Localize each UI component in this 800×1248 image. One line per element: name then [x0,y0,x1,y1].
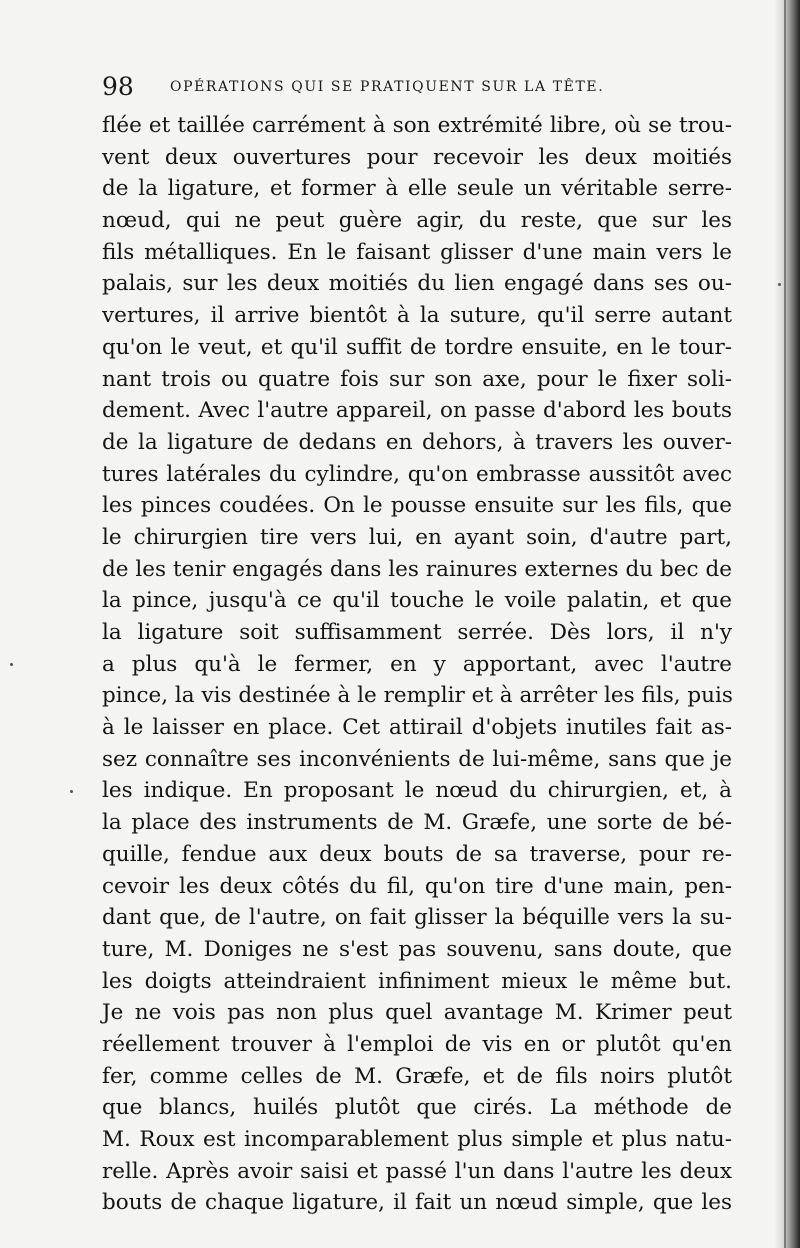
text-line: le chirurgien tire vers lui, en ayant soin, d'autre part, [102,524,732,550]
running-head: OPÉRATIONS QUI SE PRATIQUENT SUR LA TÊTE. [170,79,605,95]
text-line: flée et taillée carrément à son extrémité libre, où se trou- [102,113,732,138]
text-line: tures latérales du cylindre, qu'on embrasse aussitôt avec [102,461,732,487]
text-line: nœud, qui ne peut guère agir, du reste, que sur les [102,208,732,234]
paper-speck [10,663,13,666]
binding-edge-shadow [774,0,800,1248]
page-header [102,72,682,102]
text-line: pince, la vis destinée à le remplir et à arrêter les fils, puis [102,683,733,709]
text-line: de la ligature de dedans en dehors, à travers les ouver- [102,429,732,455]
text-line: les indique. En proposant le nœud du chirurgien, et, à [102,778,732,804]
text-line: palais, sur les deux moitiés du lien engagé dans ses ou- [102,271,732,297]
text-line: nant trois ou quatre fois sur son axe, pour le fixer soli- [102,366,732,392]
text-line: que blancs, huilés plutôt que cirés. La méthode de [102,1095,732,1121]
text-line: bouts de chaque ligature, il fait un nœud simple, que les [102,1190,732,1216]
text-line: sez connaître ses inconvénients de lui-même, sans que je [102,746,732,772]
paper-speck [778,283,781,286]
text-line: à le laisser en place. Cet attirail d'objets inutiles fait as- [102,715,732,741]
text-line: de les tenir engagés dans les rainures externes du bec de [102,556,732,582]
text-line: ture, M. Doniges ne s'est pas souvenu, sans doute, que [102,936,732,962]
text-line: a plus qu'à le fermer, en y apportant, avec l'autre [102,651,732,677]
text-line: dant que, de l'autre, on fait glisser la béquille vers la su- [102,905,732,931]
text-line: fer, comme celles de M. Græfe, et de fils noirs plutôt [102,1063,732,1089]
text-line: la pince, jusqu'à ce qu'il touche le voile palatin, et que [102,588,732,614]
text-line: M. Roux est incomparablement plus simple et plus natu- [102,1127,732,1152]
text-line: de la ligature, et former à elle seule un véritable serre- [102,176,732,202]
text-line: quille, fendue aux deux bouts de sa traverse, pour re- [102,841,732,867]
text-line: relle. Après avoir saisi et passé l'un dans l'autre les deux [102,1158,732,1184]
text-line: les pinces coudées. On le pousse ensuite sur les fils, que [102,493,732,519]
page-number: 98 [102,72,134,101]
paper-speck [70,790,73,793]
text-line: réellement trouver à l'emploi de vis en or plutôt qu'en [102,1031,732,1057]
text-line: fils métalliques. En le faisant glisser d'une main vers le [102,239,732,265]
binding-edge-line [784,0,786,1248]
text-line: Je ne vois pas non plus quel avantage M. Krimer peut [102,1000,732,1026]
body-text [102,110,732,1219]
text-line: qu'on le veut, et qu'il suffit de tordre ensuite, en le tour- [102,334,732,360]
text-line: vent deux ouvertures pour recevoir les deux moitiés [102,144,732,170]
text-line: la place des instruments de M. Græfe, une sorte de bé- [102,810,732,836]
text-line: la ligature soit suffisamment serrée. Dès lors, il n'y [102,620,732,645]
text-line: les doigts atteindraient infiniment mieux le même but. [102,968,732,994]
text-line: cevoir les deux côtés du fil, qu'on tire d'une main, pen- [102,873,732,899]
text-line: dement. Avec l'autre appareil, on passe d'abord les bouts [102,398,732,424]
text-line: vertures, il arrive bientôt à la suture, qu'il serre autant [102,303,732,329]
